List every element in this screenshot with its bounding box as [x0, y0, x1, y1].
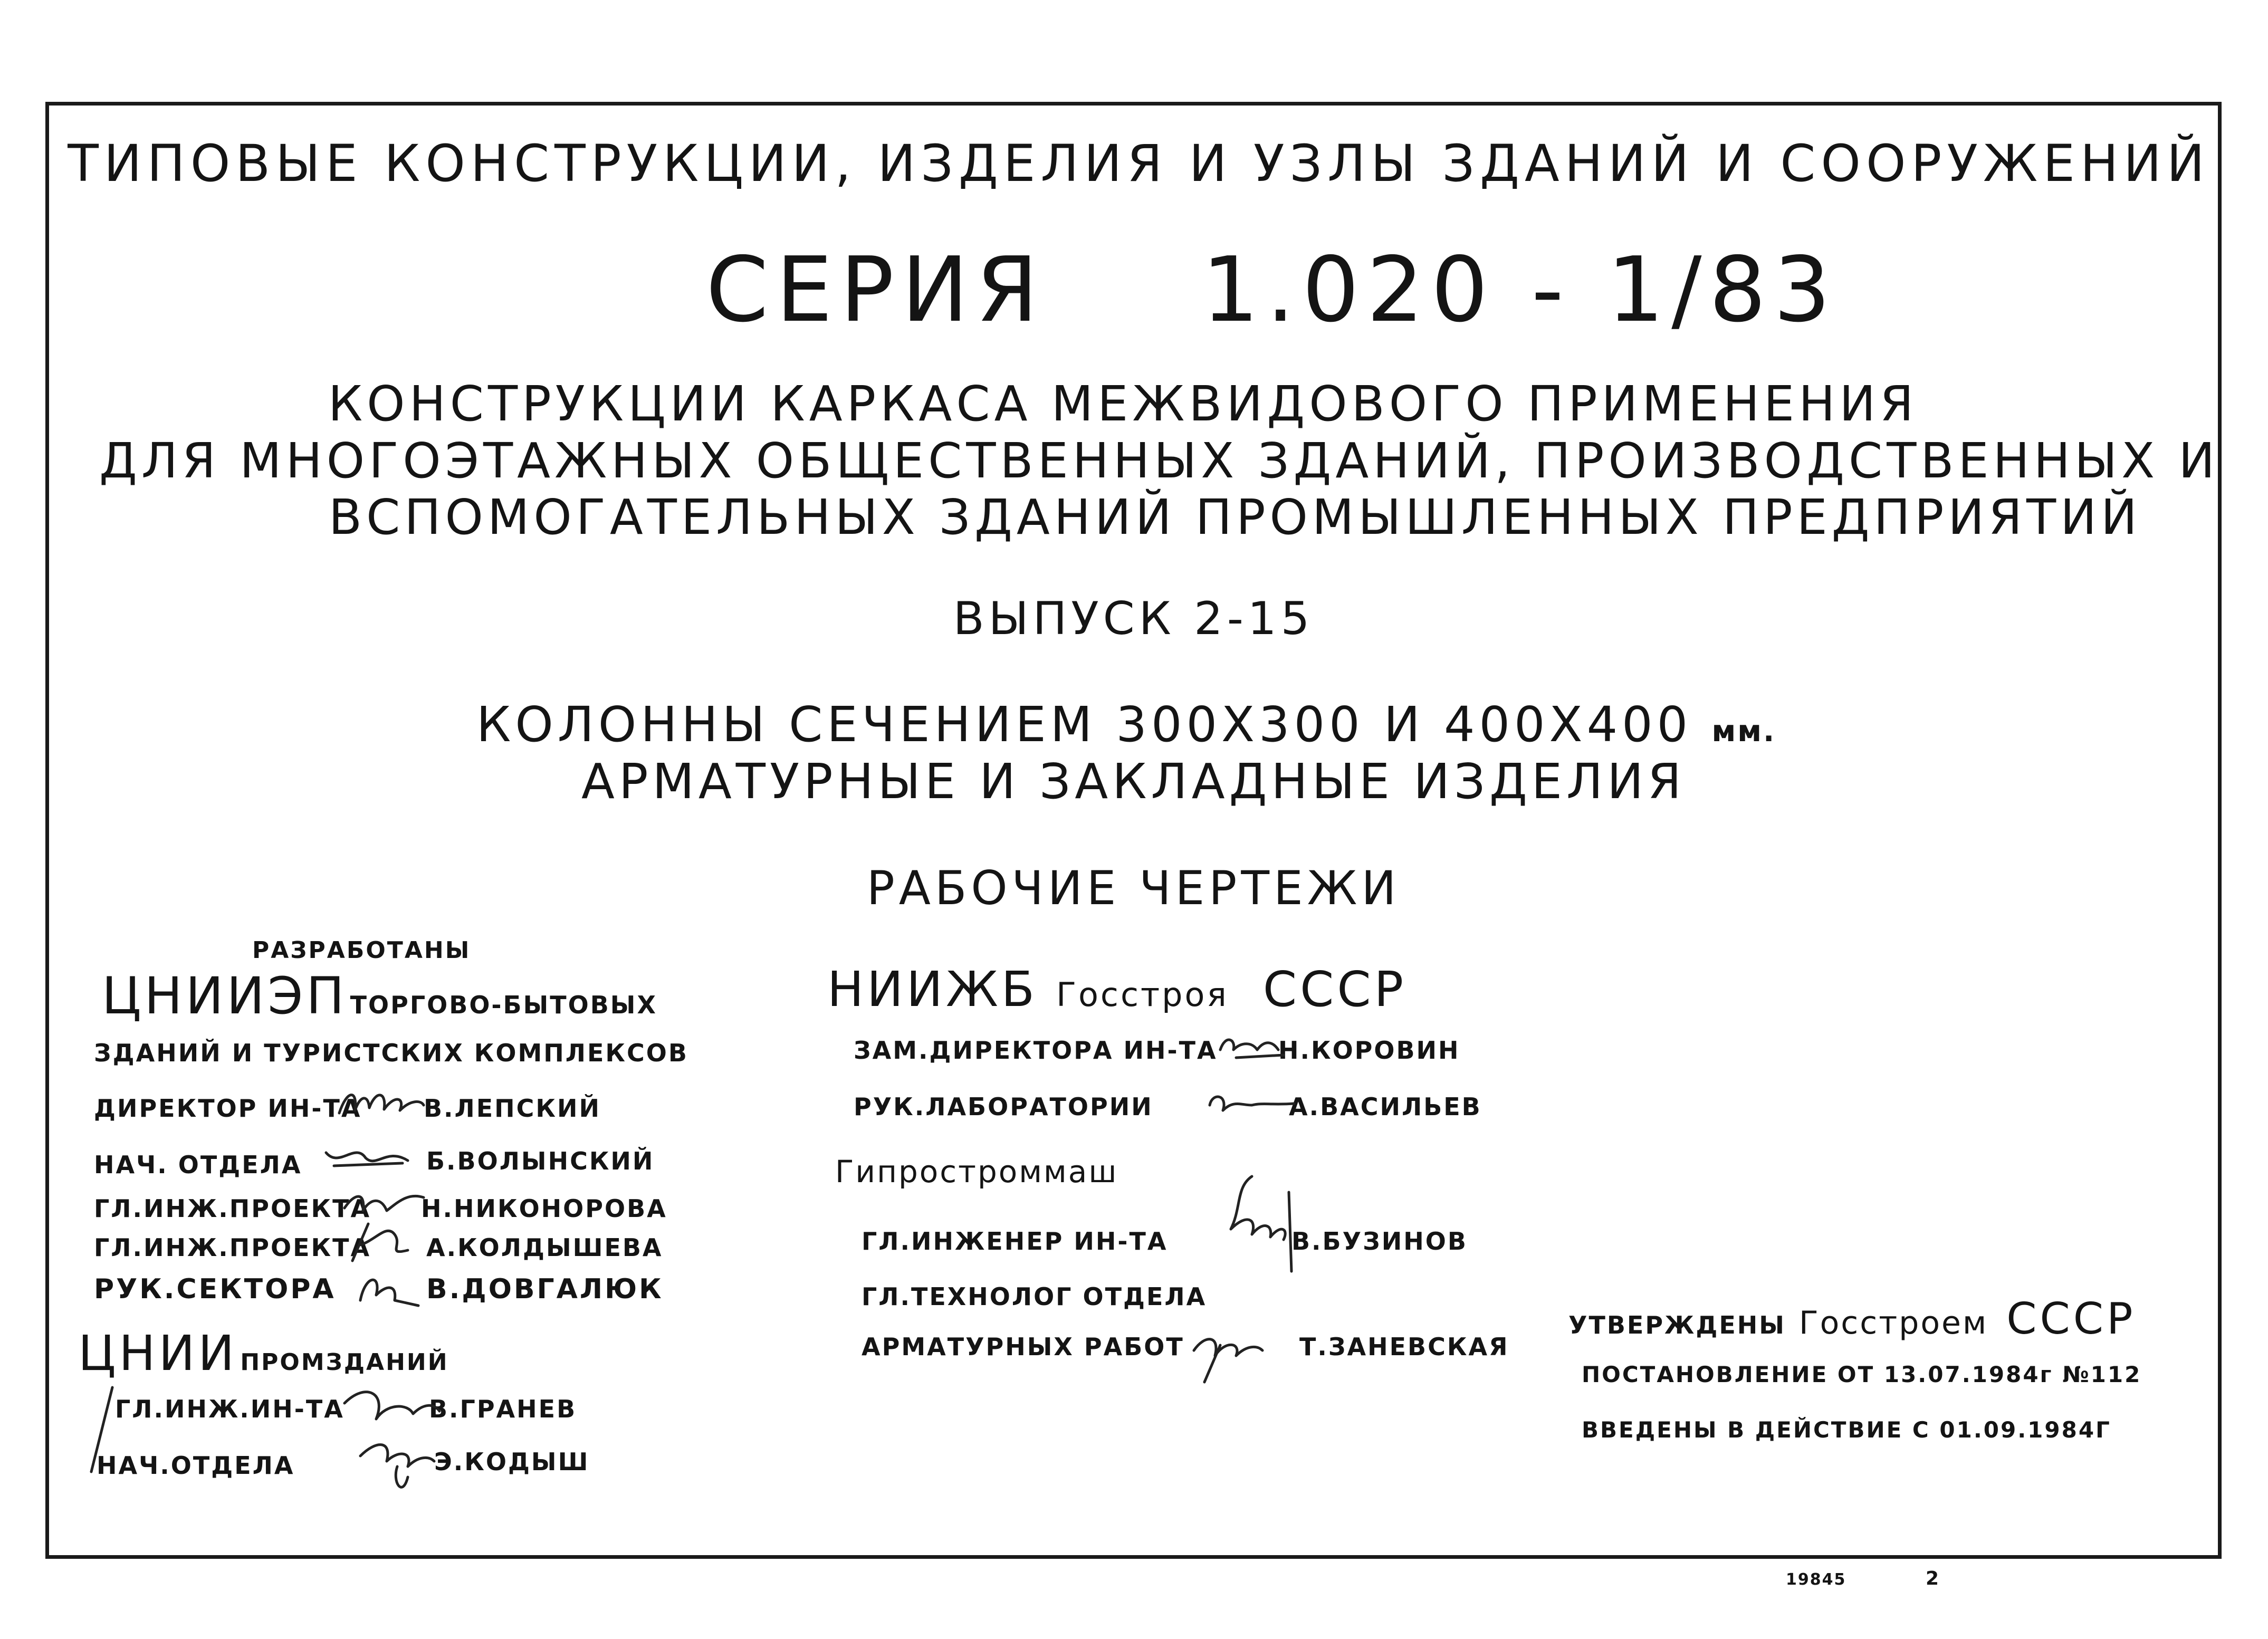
subject-line-3: ВСПОМОГАТЕЛЬНЫХ ЗДАНИЙ ПРОМЫШЛЕННЫХ ПРЕДПРИЯТИЙ — [329, 489, 2141, 545]
org4-role-2: ГЛ.ТЕХНОЛОГ ОТДЕЛА — [862, 1282, 1207, 1311]
signature-buzinov — [1220, 1171, 1299, 1277]
contents-line-1 — [476, 696, 1776, 753]
org3-role-1: ЗАМ.ДИРЕКТОРА ИН-ТА — [854, 1036, 1218, 1065]
sheet-number: 2 — [1926, 1568, 1940, 1589]
org1-role-1: ДИРЕКТОР ИН-ТА — [94, 1094, 362, 1123]
title-sheet-frame — [45, 102, 2222, 1559]
org3-person-1: Н.КОРОВИН — [1278, 1036, 1460, 1065]
contents-line-2: АРМАТУРНЫЕ И ЗАКЛАДНЫЕ ИЗДЕЛИЯ — [581, 753, 1686, 810]
org2-name-suffix: ПРОМЗДАНИЙ — [240, 1349, 449, 1376]
signature-dovgalyuk — [355, 1263, 429, 1311]
document-type: РАБОЧИЕ ЧЕРТЕЖИ — [866, 861, 1401, 915]
signature-volynsky — [323, 1137, 413, 1179]
org1-role-4: ГЛ.ИНЖ.ПРОЕКТА — [94, 1233, 371, 1262]
signature-korovin — [1215, 1023, 1289, 1066]
org3-name-row — [827, 961, 1407, 1018]
org3-name: НИИЖБ — [827, 961, 1038, 1018]
org1-person-3: Н.НИКОНОРОВА — [421, 1194, 667, 1223]
org1-name-line-2: ЗДАНИЙ И ТУРИСТСКИХ КОМПЛЕКСОВ — [94, 1039, 688, 1067]
approval-body: Госстроем — [1799, 1305, 1988, 1341]
top-title: ТИПОВЫЕ КОНСТРУКЦИИ, ИЗДЕЛИЯ И УЗЛЫ ЗДАНИЙ И СООРУЖЕНИЙ — [68, 134, 2210, 193]
issue-number: ВЫПУСК 2-15 — [953, 592, 1314, 645]
developed-heading: РАЗРАБОТАНЫ — [252, 937, 471, 964]
org2-person-1: В.ГРАНЕВ — [429, 1395, 577, 1423]
org4-person-1: В.БУЗИНОВ — [1291, 1227, 1468, 1255]
org4-role-3: АРМАТУРНЫХ РАБОТ — [862, 1333, 1184, 1361]
signature-kodysh — [355, 1435, 445, 1503]
org3-person-2: А.ВАСИЛЬЕВ — [1289, 1092, 1482, 1121]
contents-line-1-text: КОЛОННЫ СЕЧЕНИЕМ 300Х300 И 400Х400 — [476, 696, 1692, 753]
org3-name-mid: Госстроя — [1056, 975, 1229, 1014]
org2-name: ЦНИИ — [78, 1325, 238, 1382]
signature-zanevskaya — [1183, 1314, 1273, 1387]
org1-role-3: ГЛ.ИНЖ.ПРОЕКТА — [94, 1194, 371, 1223]
signature-koldysheva — [344, 1219, 418, 1266]
org1-name-suffix: ТОРГОВО-БЫТОВЫХ — [350, 991, 657, 1019]
org1-role-2: НАЧ. ОТДЕЛА — [94, 1151, 302, 1179]
org4-person-3: Т.ЗАНЕВСКАЯ — [1299, 1333, 1509, 1361]
org3-name-end: СССР — [1262, 961, 1407, 1018]
approval-effective: ВВЕДЕНЫ В ДЕЙСТВИЕ С 01.09.1984Г — [1582, 1417, 2111, 1443]
approval-row — [1568, 1294, 2136, 1344]
org1-person-2: Б.ВОЛЫНСКИЙ — [426, 1147, 655, 1175]
org1-name: ЦНИИЭП — [102, 966, 348, 1025]
org2-role-2: НАЧ.ОТДЕЛА — [97, 1451, 295, 1480]
approval-country: СССР — [2006, 1294, 2136, 1344]
org4-role-1: ГЛ.ИНЖЕНЕР ИН-ТА — [862, 1227, 1168, 1255]
series-word: СЕРИЯ — [706, 238, 1046, 342]
org1-person-5: В.ДОВГАЛЮК — [426, 1273, 664, 1305]
org1-person-4: А.КОЛДЫШЕВА — [426, 1233, 663, 1262]
series-number: 1.020 - 1/83 — [1202, 238, 1838, 342]
signature-lepsky — [337, 1084, 426, 1126]
org1-role-5: РУК.СЕКТОРА — [94, 1273, 336, 1305]
org3-role-2: РУК.ЛАБОРАТОРИИ — [854, 1092, 1153, 1121]
org2-name-row — [78, 1325, 449, 1382]
subject-line-1: КОНСТРУКЦИИ КАРКАСА МЕЖВИДОВОГО ПРИМЕНЕНИЯ — [328, 376, 1918, 432]
contents-unit: мм. — [1711, 714, 1776, 749]
approval-decree: ПОСТАНОВЛЕНИЕ ОТ 13.07.1984г №112 — [1582, 1362, 2142, 1387]
subject-line-2: ДЛЯ МНОГОЭТАЖНЫХ ОБЩЕСТВЕННЫХ ЗДАНИЙ, ПРОИЗВОДСТВЕННЫХ И — [99, 433, 2219, 489]
org1-name-row — [102, 966, 657, 1025]
archive-number: 19845 — [1786, 1570, 1846, 1589]
org2-role-1: ГЛ.ИНЖ.ИН-ТА — [115, 1395, 344, 1423]
org1-person-1: В.ЛЕПСКИЙ — [424, 1094, 601, 1123]
signature-vasilyev — [1204, 1081, 1299, 1124]
signature-nikonorova — [339, 1182, 429, 1224]
org4-name: Гипростроммаш — [835, 1154, 1118, 1190]
approval-label: УТВЕРЖДЕНЫ — [1568, 1311, 1786, 1339]
org2-person-2: Э.КОДЫШ — [434, 1448, 590, 1476]
